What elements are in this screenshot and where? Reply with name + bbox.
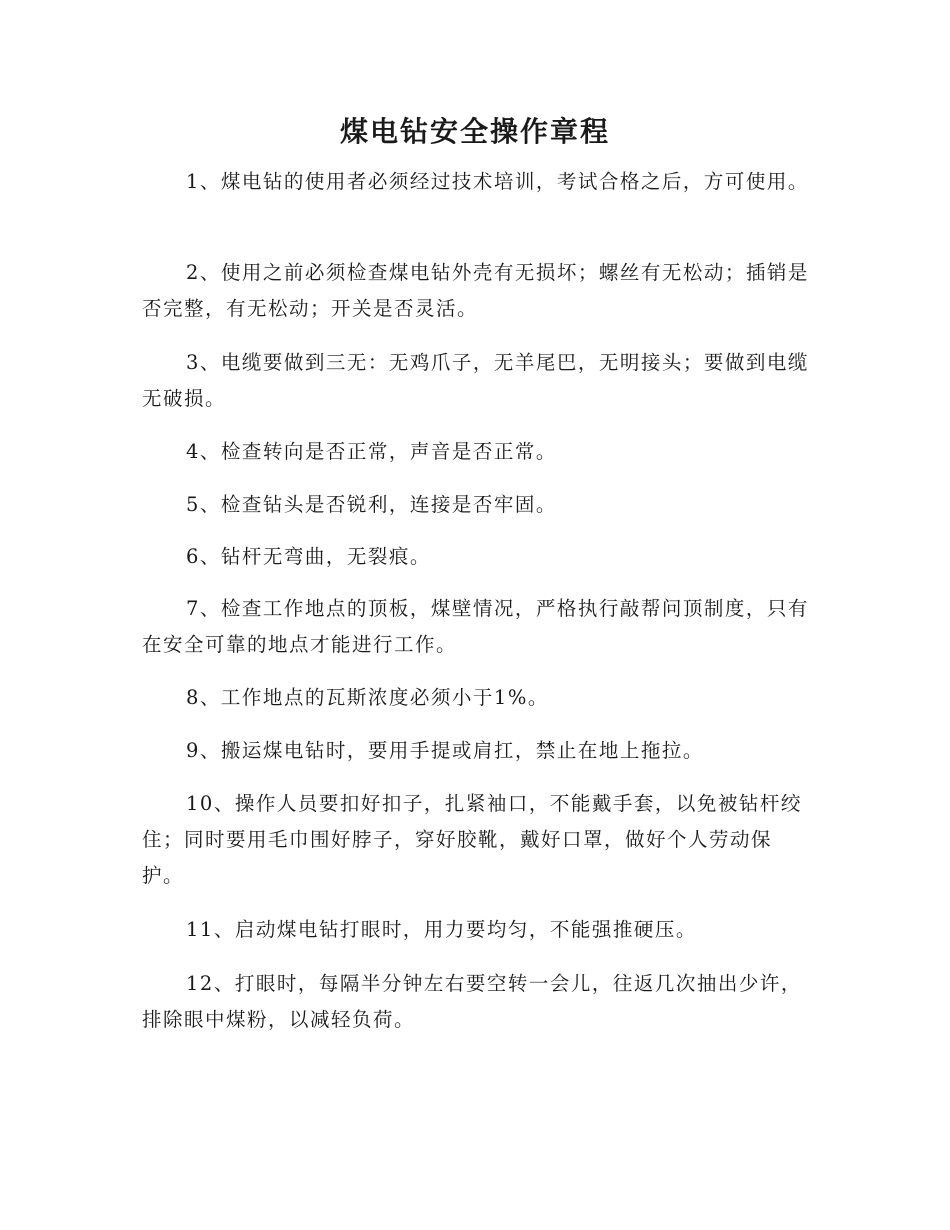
paragraph-5: 5、检查钻头是否锐利，连接是否牢固。 [186, 493, 557, 516]
paragraph-11: 11、启动煤电钻打眼时，用力要均匀，不能强推硬压。 [186, 918, 697, 941]
paragraph-2: 2、使用之前必须检查煤电钻外壳有无损坏；螺丝有无松动；插销是否完整，有无松动；开关是否灵活。 [142, 261, 809, 320]
paragraph-3: 3、电缆要做到三无：无鸡爪子，无羊尾巴，无明接头；要做到电缆无破损。 [142, 351, 809, 410]
paragraph-8: 8、工作地点的瓦斯浓度必须小于1%。 [186, 686, 549, 709]
paragraph-7: 7、检查工作地点的顶板，煤壁情况，严格执行敲帮问顶制度，只有在安全可靠的地点才能进行工作。 [142, 597, 809, 656]
paragraph-6: 6、钻杆无弯曲，无裂痕。 [186, 545, 431, 568]
paragraph-12: 12、打眼时，每隔半分钟左右要空转一会儿，往返几次抽出少许，排除眼中煤粉，以减轻负荷。 [142, 972, 802, 1031]
paragraph-9: 9、搬运煤电钻时，要用手提或肩扛，禁止在地上拖拉。 [186, 739, 704, 762]
paragraph-1: 1、煤电钻的使用者必须经过技术培训，考试合格之后，方可使用。 [186, 170, 809, 193]
paragraph-4: 4、检查转向是否正常，声音是否正常。 [186, 440, 557, 463]
document-title: 煤电钻安全操作章程 [339, 115, 610, 148]
paragraph-10: 10、操作人员要扣好扣子，扎紧袖口，不能戴手套，以免被钻杆绞住；同时要用毛巾围好脖子，穿好胶靴，戴好口罩，做好个人劳动保护。 [142, 792, 802, 887]
